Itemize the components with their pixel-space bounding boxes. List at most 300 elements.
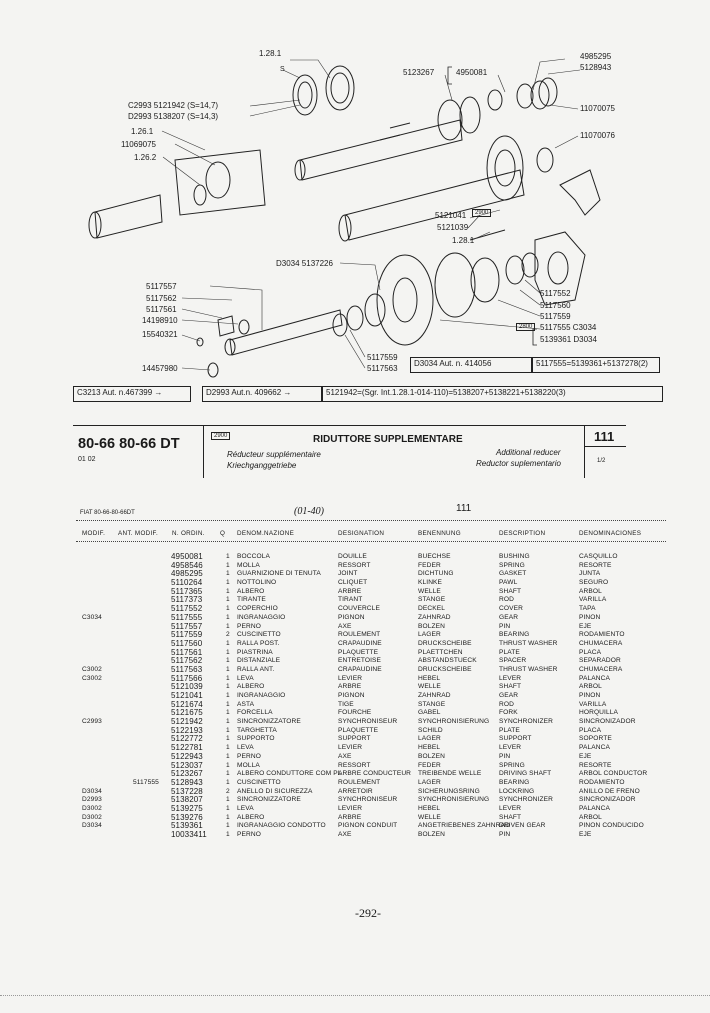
header-q: Q	[220, 530, 226, 537]
table-cell-q: 1	[226, 813, 230, 821]
title-german: Kriechganggetriebe	[227, 461, 297, 470]
table-cell-it: ASTA	[237, 700, 255, 708]
table-cell-modif	[82, 570, 102, 579]
divider	[584, 426, 585, 478]
table-cell-it: MOLLA	[237, 561, 260, 569]
table-cell-it: INGRANAGGIO	[237, 613, 286, 621]
table-cell-part: 5117561	[171, 647, 203, 657]
table-cell-fr: PLAQUETTE	[338, 648, 379, 656]
table-cell-fr: RESSORT	[338, 761, 371, 769]
table-cell-part: 5121041	[171, 691, 203, 700]
table-cell-q: 1	[226, 700, 230, 708]
table-cell-modif	[82, 683, 102, 692]
table-cell-ant	[133, 683, 159, 692]
table-cell-modif: C2993	[82, 718, 102, 726]
table-cell-it: RALLA ANT.	[237, 665, 275, 673]
table-cell-ant	[133, 692, 159, 701]
table-cell-de: DICHTUNG	[418, 570, 454, 578]
table-cell-q: 1	[226, 752, 230, 760]
table-cell-fr: CLIQUET	[338, 579, 368, 587]
table-cell-q: 1	[226, 579, 230, 587]
table-cell-en: PIN	[499, 831, 511, 838]
column-modif	[82, 553, 102, 840]
table-cell-fr: SUPPORT	[338, 735, 371, 743]
table-cell-fr: TIRANT	[338, 596, 363, 604]
column-quantity	[226, 553, 230, 840]
table-cell-de: BOLZEN	[418, 831, 445, 838]
divider	[584, 446, 626, 447]
table-cell-en: GEAR	[499, 692, 519, 699]
callout-label: 11070076	[580, 131, 615, 140]
table-cell-ant	[133, 623, 159, 632]
table-cell-fr: ARBRE	[338, 683, 362, 691]
table-cell-part: 5117552	[171, 604, 203, 614]
table-cell-ant	[133, 675, 159, 684]
table-cell-en: THRUST WASHER	[499, 639, 558, 647]
callout-label: 5117561	[146, 305, 177, 314]
table-cell-es: RODAMIENTO	[579, 631, 625, 639]
table-cell-fr: RESSORT	[338, 561, 371, 569]
table-cell-de: FEDER	[418, 761, 441, 769]
table-cell-q: 1	[226, 596, 230, 604]
table-cell-fr: ROULEMENT	[338, 631, 381, 639]
table-cell-it: SINCRONIZZATORE	[237, 718, 301, 726]
table-cell-de: FEDER	[418, 561, 441, 569]
table-cell-q: 2	[226, 787, 230, 795]
table-cell-modif	[82, 649, 102, 658]
table-cell-modif: D3034	[82, 822, 102, 830]
table-cell-q: 1	[226, 796, 230, 804]
callout-label: 14457980	[142, 364, 178, 373]
table-cell-part: 5117563	[171, 664, 203, 674]
table-cell-part: 5117562	[171, 656, 203, 666]
table-cell-ant	[133, 822, 159, 831]
table-cell-modif	[82, 553, 102, 562]
table-cell-modif	[82, 596, 102, 605]
table-cell-q: 1	[226, 822, 230, 830]
table-cell-part: 5137228	[171, 786, 203, 796]
table-cell-it: NOTTOLINO	[237, 579, 277, 587]
page-footer: -292-	[355, 906, 381, 920]
table-cell-es: SEGURO	[579, 579, 609, 587]
table-cell-it: LEVA	[237, 744, 254, 752]
table-cell-q: 1	[226, 622, 230, 630]
table-cell-de: HEBEL	[418, 674, 441, 682]
callout-label: 5117562	[146, 294, 177, 303]
table-cell-ant	[133, 579, 159, 588]
table-cell-q: 1	[226, 831, 230, 838]
column-english	[499, 553, 557, 840]
table-cell-part: 5139276	[171, 812, 203, 822]
table-cell-en: FORK	[499, 709, 518, 717]
table-cell-q: 1	[226, 605, 230, 613]
table-cell-fr: AXE	[338, 622, 352, 630]
callout-label: 5123267	[403, 68, 435, 77]
table-cell-es: ANILLO DE FRENO	[579, 787, 640, 795]
table-cell-de: HEBEL	[418, 804, 441, 812]
table-cell-de: WELLE	[418, 813, 441, 821]
table-cell-it: INGRANAGGIO	[237, 692, 286, 699]
table-cell-q: 1	[226, 804, 230, 812]
table-cell-part: 5123267	[171, 769, 203, 779]
table-cell-de: LAGER	[418, 631, 441, 639]
table-cell-modif	[82, 727, 102, 736]
title-english: Additional reducer	[496, 448, 561, 457]
table-cell-modif	[82, 562, 102, 571]
callout-label: 5117559	[367, 353, 398, 362]
table-cell-fr: SYNCHRONISEUR	[338, 796, 398, 804]
table-cell-en: LOCKRING	[499, 787, 535, 795]
table-cell-ant	[133, 805, 159, 814]
table-cell-part: 5121675	[171, 708, 203, 718]
table-cell-es: ARBOL CONDUCTOR	[579, 770, 648, 778]
table-cell-q: 1	[226, 657, 230, 665]
table-cell-ant	[133, 770, 159, 779]
header-ant-modif: ANT. MODIF.	[118, 530, 159, 537]
table-cell-es: VARILLA	[579, 596, 607, 604]
callout-label: 14198910	[142, 316, 178, 325]
table-cell-modif: D2993	[82, 796, 102, 804]
table-cell-ant	[133, 553, 159, 562]
table-cell-part: 5122772	[171, 734, 203, 744]
table-cell-de: BOLZEN	[418, 752, 445, 760]
callout-label: 1.26.2	[134, 153, 157, 162]
table-cell-q: 1	[226, 709, 230, 717]
table-cell-q: 1	[226, 639, 230, 647]
table-cell-ant: 5117555	[133, 778, 159, 786]
table-cell-es: EJE	[579, 831, 592, 838]
callout-label: D2993 5138207 (S=14,3)	[128, 112, 219, 121]
table-cell-en: LEVER	[499, 674, 522, 682]
table-cell-de: ABSTANDSTUECK	[418, 657, 477, 665]
table-cell-fr: AXE	[338, 752, 352, 760]
table-cell-q: 1	[226, 726, 230, 734]
table-cell-q: 1	[226, 692, 230, 699]
table-cell-modif: C3034	[82, 613, 102, 621]
table-cell-modif	[82, 631, 102, 640]
column-french	[338, 553, 411, 840]
table-cell-part: 10033411	[171, 830, 207, 839]
table-cell-ant	[133, 744, 159, 753]
note-box: 5117555=5139361+5137278(2)	[532, 357, 660, 373]
callout-label: 5117557	[146, 282, 177, 291]
table-cell-ant	[133, 666, 159, 675]
table-cell-q: 1	[226, 735, 230, 743]
table-cell-en: ROD	[499, 596, 514, 604]
table-cell-es: RESORTE	[579, 761, 612, 769]
header-n-ordin: N. ORDIN.	[172, 530, 205, 537]
table-cell-q: 1	[226, 553, 230, 560]
table-cell-it: PERNO	[237, 752, 261, 760]
table-cell-en: GASKET	[499, 570, 527, 578]
table-cell-fr: PIGNON CONDUIT	[338, 822, 398, 830]
table-cell-en: THRUST WASHER	[499, 665, 558, 673]
callout-label: 5121041	[435, 211, 467, 220]
table-cell-ant	[133, 735, 159, 744]
table-cell-de: SICHERUNGSRING	[418, 787, 480, 795]
table-cell-fr: AXE	[338, 831, 352, 838]
table-cell-it: TARGHETTA	[237, 726, 277, 734]
table-cell-ant	[133, 605, 159, 614]
handwritten-note: (01-40)	[294, 506, 324, 517]
title-spanish: Reductor suplementario	[476, 459, 561, 468]
table-cell-de: BOLZEN	[418, 622, 445, 630]
table-cell-it: PERNO	[237, 622, 261, 630]
table-cell-ant	[133, 614, 159, 623]
table-cell-en: DRIVEN GEAR	[499, 822, 546, 830]
table-cell-modif: D3002	[82, 813, 102, 821]
table-cell-modif	[82, 701, 102, 710]
table-cell-part: 5117560	[171, 638, 203, 648]
table-cell-modif	[82, 640, 102, 649]
table-cell-modif	[82, 831, 102, 840]
callout-label: S	[280, 66, 285, 73]
table-cell-es: SEPARADOR	[579, 657, 621, 665]
table-cell-es: SINCRONIZADOR	[579, 718, 636, 726]
table-cell-part: 5128943	[171, 777, 203, 787]
table-cell-es: ARBOL	[579, 813, 602, 821]
title-badge: 2900	[211, 432, 230, 440]
table-cell-it: LEVA	[237, 804, 254, 812]
table-cell-it: RALLA POST.	[237, 639, 280, 647]
table-cell-ant	[133, 709, 159, 718]
callout-label: 11070075	[580, 104, 615, 113]
model-subtitle: 01 02	[78, 456, 96, 463]
table-cell-fr: CRAPAUDINE	[338, 639, 382, 647]
table-cell-fr: CRAPAUDINE	[338, 665, 382, 673]
table-cell-modif	[82, 605, 102, 614]
table-cell-part: 5110264	[171, 578, 203, 588]
table-cell-it: FORCELLA	[237, 709, 273, 717]
table-cell-en: BUSHING	[499, 553, 530, 560]
callout-label: 5121039	[437, 223, 469, 232]
table-cell-es: JUNTA	[579, 570, 601, 578]
divider	[76, 541, 666, 542]
table-cell-q: 1	[226, 587, 230, 595]
group-number: 111	[456, 503, 472, 514]
table-cell-part: 5122943	[171, 751, 203, 761]
header-designation: DESIGNATION	[338, 530, 385, 537]
table-cell-es: CHUMACERA	[579, 639, 623, 647]
table-cell-modif	[82, 709, 102, 718]
table-cell-es: RODAMIENTO	[579, 778, 625, 786]
column-spanish	[579, 553, 647, 840]
table-cell-it: CUSCINETTO	[237, 631, 281, 639]
callout-label: 4985295	[580, 52, 612, 61]
callout-label: 5117552	[540, 289, 571, 298]
table-cell-modif	[82, 623, 102, 632]
table-cell-it: SINCRONIZZATORE	[237, 796, 301, 804]
model-line: FIAT 80-66-80-66DT	[80, 510, 135, 516]
table-cell-part: 5122781	[171, 743, 203, 753]
table-cell-it: MOLLA	[237, 761, 260, 769]
note-box: 5121942=(Sgr. Int.1.28.1-014-110)=5138207+5138221+5138220(3)	[322, 386, 663, 402]
table-cell-ant	[133, 753, 159, 762]
table-cell-es: EJE	[579, 622, 592, 630]
table-cell-part: 5121039	[171, 682, 203, 692]
table-cell-es: EJE	[579, 752, 592, 760]
callout-label: 11069075	[121, 140, 156, 149]
table-cell-q: 1	[226, 665, 230, 673]
callout-label: 5128943	[580, 63, 612, 72]
note-box: D2993 Aut.n. 409662 →	[202, 386, 322, 402]
table-cell-de: ZAHNRAD	[418, 692, 451, 699]
callout-label: 5117560	[540, 301, 571, 310]
table-cell-part: 5138207	[171, 795, 203, 805]
table-cell-modif	[82, 692, 102, 701]
table-cell-ant	[133, 631, 159, 640]
table-cell-fr: PIGNON	[338, 613, 365, 621]
divider	[76, 520, 666, 521]
table-cell-en: LEVER	[499, 744, 522, 752]
table-cell-de: BUECHSE	[418, 553, 451, 560]
table-cell-it: CUSCINETTO	[237, 778, 281, 786]
table-cell-ant	[133, 562, 159, 571]
column-italian	[237, 553, 342, 840]
table-cell-en: PLATE	[499, 726, 520, 734]
table-cell-modif	[82, 753, 102, 762]
table-cell-ant	[133, 701, 159, 710]
table-cell-ant	[133, 718, 159, 727]
callout-label: C2993 5121942 (S=14,7)	[128, 101, 219, 110]
table-cell-q: 1	[226, 778, 230, 786]
table-cell-modif	[82, 762, 102, 771]
table-cell-part: 5117557	[171, 621, 203, 631]
table-cell-ant	[133, 831, 159, 840]
table-cell-part: 5139361	[171, 821, 203, 831]
table-cell-part: 4985295	[171, 569, 203, 579]
table-cell-it: LEVA	[237, 674, 254, 682]
table-cell-ant	[133, 727, 159, 736]
table-cell-de: ZAHNRAD	[418, 613, 451, 621]
table-cell-es: CHUMACERA	[579, 665, 623, 673]
table-cell-ant	[133, 796, 159, 805]
callout-label: 5117563	[367, 364, 398, 373]
table-cell-ant	[133, 596, 159, 605]
table-cell-modif	[82, 744, 102, 753]
table-cell-ant	[133, 788, 159, 797]
table-cell-es: ARBOL	[579, 587, 602, 595]
table-cell-es: PLACA	[579, 726, 602, 734]
table-cell-de: TREIBENDE WELLE	[418, 770, 482, 778]
table-cell-es: PALANCA	[579, 744, 610, 752]
table-cell-part: 5123037	[171, 760, 203, 770]
table-cell-es: PALANCA	[579, 804, 610, 812]
table-cell-de: SCHILD	[418, 726, 443, 734]
table-cell-it: ALBERO	[237, 683, 265, 691]
table-cell-en: SUPPORT	[499, 735, 532, 743]
table-cell-en: PIN	[499, 752, 511, 760]
table-cell-fr: LEVIER	[338, 674, 363, 682]
table-cell-en: BEARING	[499, 778, 530, 786]
table-cell-q: 1	[226, 561, 230, 569]
table-cell-en: COVER	[499, 605, 523, 613]
title-italian: RIDUTTORE SUPPLEMENTARE	[313, 434, 463, 445]
table-cell-fr: ENTRETOISE	[338, 657, 382, 665]
table-cell-fr: ARBRE	[338, 587, 362, 595]
callout-label: 5117555 C3034	[540, 323, 597, 332]
table-cell-part: 5117365	[171, 586, 203, 596]
table-cell-de: SYNCHRONISIERUNG	[418, 718, 490, 726]
table-cell-en: PIN	[499, 622, 511, 630]
table-cell-de: DRUCKSCHEIBE	[418, 639, 472, 647]
table-cell-it: PERNO	[237, 831, 261, 838]
table-cell-es: TAPA	[579, 605, 596, 613]
table-cell-modif	[82, 657, 102, 666]
table-cell-modif	[82, 735, 102, 744]
column-ant-modif	[133, 553, 159, 840]
table-cell-fr: PLAQUETTE	[338, 726, 379, 734]
table-cell-en: BEARING	[499, 631, 530, 639]
table-cell-modif: C3002	[82, 674, 102, 682]
table-cell-de: PLAETTCHEN	[418, 648, 463, 656]
table-cell-de: DRUCKSCHEIBE	[418, 665, 472, 673]
table-cell-en: ROD	[499, 700, 514, 708]
table-cell-it: ALBERO	[237, 813, 265, 821]
callout-badge: 2800	[516, 323, 535, 331]
table-cell-en: SPRING	[499, 761, 525, 769]
table-cell-fr: LEVIER	[338, 804, 363, 812]
table-cell-en: SHAFT	[499, 683, 522, 691]
model-title: 80-66 80-66 DT	[78, 436, 180, 452]
table-cell-en: PLATE	[499, 648, 520, 656]
table-cell-es: VARILLA	[579, 700, 607, 708]
table-cell-es: PALANCA	[579, 674, 610, 682]
table-cell-de: STANGE	[418, 596, 446, 604]
column-part-number	[171, 553, 207, 840]
note-box: C3213 Aut. n.467399 →	[73, 386, 191, 402]
table-cell-es: HORQUILLA	[579, 709, 619, 717]
table-cell-q: 2	[226, 631, 230, 639]
table-cell-it: ALBERO	[237, 587, 265, 595]
table-cell-de: DECKEL	[418, 605, 445, 613]
table-cell-de: SYNCHRONISIERUNG	[418, 796, 490, 804]
callout-label: 4950081	[456, 68, 488, 77]
table-cell-part: 5117559	[171, 630, 203, 640]
table-cell-fr: COUVERCLE	[338, 605, 380, 613]
table-cell-es: RESORTE	[579, 561, 612, 569]
table-cell-part: 5117555	[171, 612, 203, 622]
table-cell-de: STANGE	[418, 700, 446, 708]
table-cell-de: LAGER	[418, 735, 441, 743]
table-cell-es: CASQUILLO	[579, 553, 618, 560]
table-cell-modif	[82, 588, 102, 597]
table-cell-ant	[133, 649, 159, 658]
callout-badge: 2900	[472, 209, 491, 217]
table-cell-en: PAWL	[499, 579, 518, 587]
table-cell-en: SYNCHRONIZER	[499, 718, 553, 726]
header-denom: DENOM.NAZIONE	[237, 530, 295, 537]
table-cell-es: SINCRONIZADOR	[579, 796, 636, 804]
table-cell-es: ARBOL	[579, 683, 602, 691]
column-german	[418, 553, 510, 840]
header-denominaciones: DENOMINACIONES	[579, 530, 642, 537]
table-cell-q: 1	[226, 770, 230, 778]
table-cell-es: PINON	[579, 613, 601, 621]
table-cell-it: INGRANAGGIO CONDOTTO	[237, 822, 326, 830]
table-cell-q: 1	[226, 718, 230, 726]
table-cell-de: HEBEL	[418, 744, 441, 752]
table-cell-it: ANELLO DI SICUREZZA	[237, 787, 313, 795]
table-cell-part: 5121942	[171, 717, 203, 727]
table-cell-en: LEVER	[499, 804, 522, 812]
table-cell-fr: TIGE	[338, 700, 354, 708]
title-block	[73, 425, 626, 478]
table-cell-it: TIRANTE	[237, 596, 266, 604]
table-cell-de: GABEL	[418, 709, 441, 717]
table-cell-ant	[133, 570, 159, 579]
table-cell-part: 5121674	[171, 699, 203, 709]
